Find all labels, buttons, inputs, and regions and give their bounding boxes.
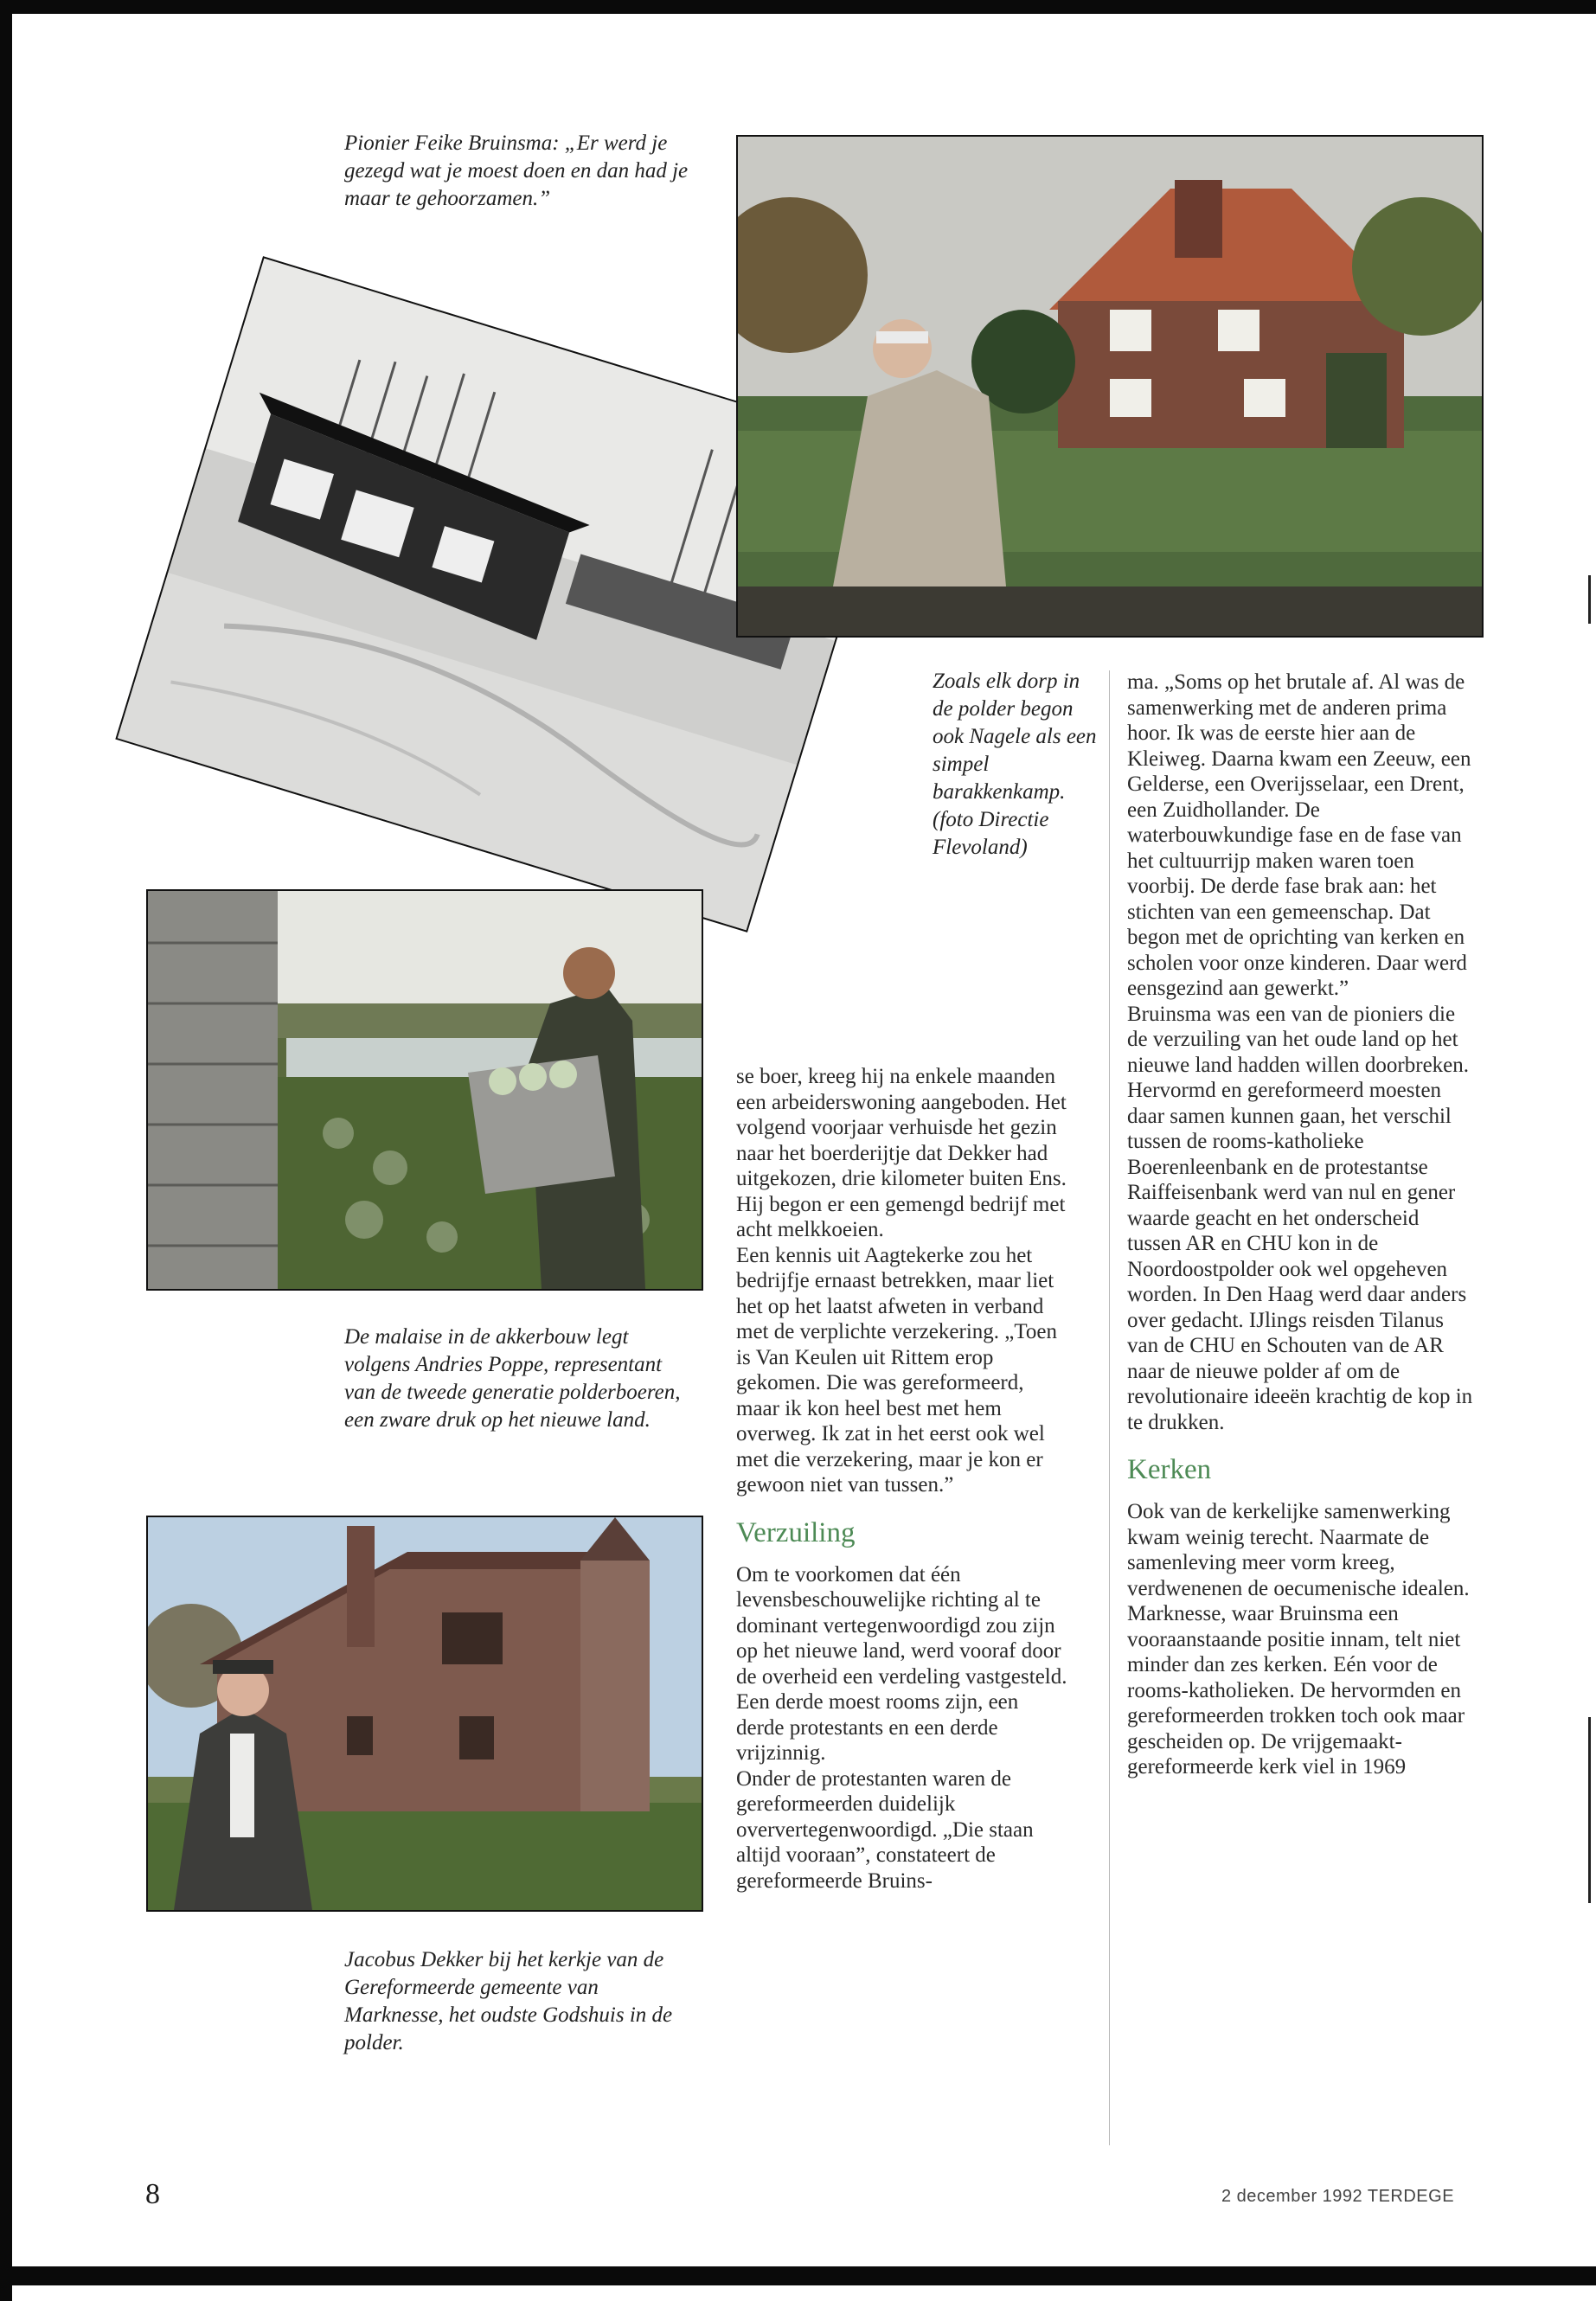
paragraph: se boer, kreeg hij na enkele maanden een arbeiderswoning aangeboden. Het volgend voorjaar verhuisde het gezin naar het boerderijtje dat Dekker had uitgekozen, drie kilometer buiten Ens. Hij begon er een gemengd bedrijf met acht melkkoeien. — [736, 1065, 1067, 1241]
article-column-middle — [736, 1064, 1072, 1894]
caption-bruinsma: Pionier Feike Bruinsma: „Er werd je gezegd wat je moest doen en dan had je maar te gehoorzamen.” — [344, 131, 689, 210]
paragraph: Om te voorkomen dat één levensbeschouwelijke richting al te dominant vertegenwoordigd zou zijn op het nieuwe land, werd vooraf door de overheid een verdeling vastgesteld. Een derde moest rooms zijn, een derde protestants en een derde vrijzinnig. — [736, 1562, 1067, 1765]
paragraph: Onder de protestanten waren de gereformeerden duidelijk oververtegenwoordigd. „Die staan altijd vooraan”, constateert de gereformeerde Bruins- — [736, 1766, 1034, 1893]
caption-dekker: Jacobus Dekker bij het kerkje van de Gereformeerde gemeente van Marknesse, het oudste Godshuis in de polder. — [344, 1948, 673, 2054]
page-frame-bottom — [0, 2266, 1596, 2285]
page-frame-left — [0, 0, 12, 2301]
column-rule — [1109, 670, 1110, 2145]
article-column-right — [1127, 670, 1477, 1780]
edge-mark — [1588, 1717, 1591, 1903]
page-number: 8 — [145, 2178, 160, 2210]
photo-poppe-crate — [146, 889, 703, 1291]
photo-dekker-church-image — [148, 1517, 702, 1910]
page-frame-top — [0, 0, 1596, 14]
caption-poppe: De malaise in de akkerbouw legt volgens Andries Poppe, representant van de tweede generatie polderboeren, een zware druk op het nieuwe land. — [344, 1325, 681, 1432]
paragraph: ma. „Soms op het brutale af. Al was de samenwerking met de anderen prima hoor. Ik was de eerste hier aan de Kleiweg. Daarna kwam een Zeeuw, een Gelderse, een Overijsselaar, een Drent, een Zuidhollander. De waterbouwkundige fase en de fase van het cultuurrijp maken waren toen voorbij. De derde fase brak aan: het stichten van een gemeenschap. Dat begon met de oprichting van kerken en scholen voor onze kinderen. Daar werd eensgezind aan gewerkt.” — [1127, 670, 1471, 1000]
paragraph: Ook van de kerkelijke samenwerking kwam weinig terecht. Naarmate de samenleving meer vorm kreeg, verdwenenen de oecumenische idealen. Marknesse, waar Bruinsma een vooraanstaande positie innam, telt niet minder dan zes kerken. Eén voor de rooms-katholieken. De hervormden en gereformeerden trokken toch ook maar gescheiden op. De vrijgemaakt-gereformeerde kerk viel in 1969 — [1127, 1500, 1470, 1779]
photo-bruinsma-house-image — [738, 137, 1482, 636]
issue-footer: 2 december 1992 TERDEGE — [1221, 2187, 1455, 2206]
edge-mark — [1588, 575, 1591, 624]
caption-nagele: Zoals elk dorp in de polder begon ook Nagele als een simpel barakkenkamp. (foto Directie Flevoland) — [933, 670, 1097, 859]
paragraph: Bruinsma was een van de pioniers die de verzuiling van het oude land op het nieuwe land hadden willen doorbreken. Hervormd en gereformeerd moesten daar samen kunnen gaan, het verschil tussen de rooms-katholieke Boerenleenbank en de protestantse Raiffeisenbank werd van nul en gener waarde geacht en het onderscheid tussen AR en CHU kon in de Noordoostpolder ook wel opgeheven worden. In Den Haag werd daar anders over gedacht. IJlings reisden Tilanus van de CHU en Schouten van de AR naar de nieuwe polder af om de revolutionaire ideeën krachtig de kop in te drukken. — [1127, 1002, 1473, 1434]
paragraph: Een kennis uit Aagtekerke zou het bedrijfje ernaast betrekken, maar liet het op het laatst afweten in verband met de verplichte verzekering. „Toen is Van Keulen uit Rittem erop gekomen. Die was gereformeerd, maar ik kon heel best met hem overweg. Ik zat in het eerst ook wel met die verzekering, maar je kon er gewoon niet van tussen.” — [736, 1243, 1057, 1497]
photo-dekker-church — [146, 1516, 703, 1912]
photo-bruinsma-house — [736, 135, 1484, 638]
photo-poppe-crate-image — [148, 891, 702, 1289]
section-heading-kerken: Kerken — [1127, 1454, 1212, 1485]
section-heading-verzuiling: Verzuiling — [736, 1516, 856, 1548]
